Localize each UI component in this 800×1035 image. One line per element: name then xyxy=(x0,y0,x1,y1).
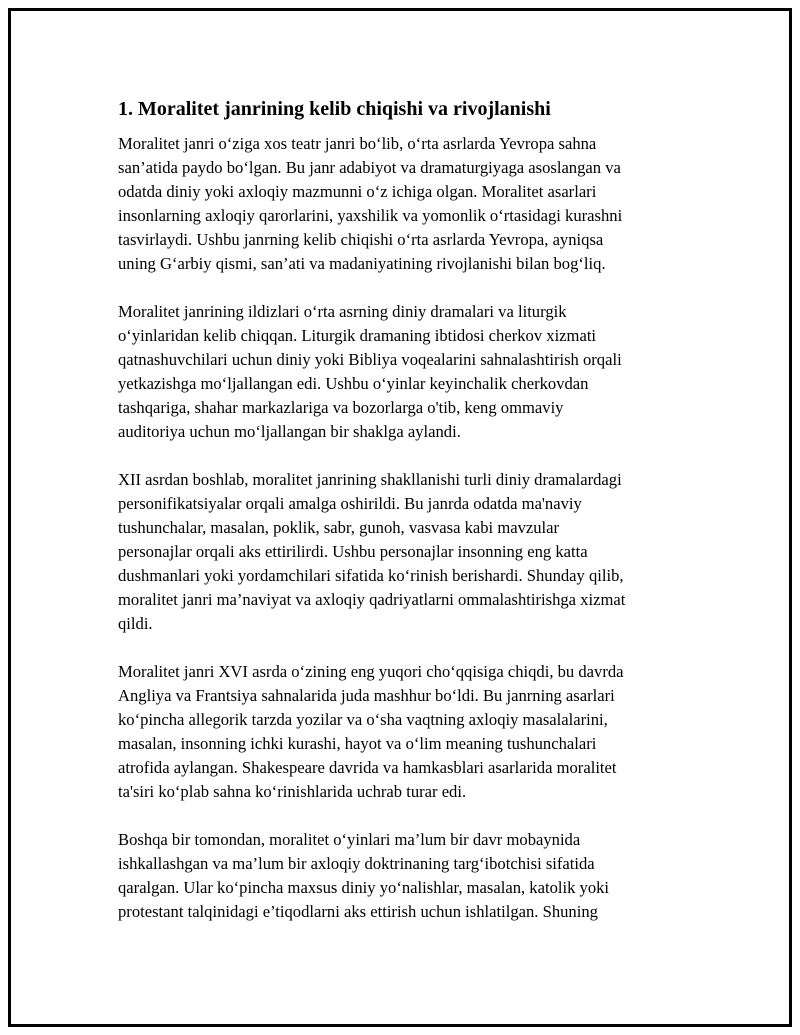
text-line: dushmanlari yoki yordamchilari sifatida ko‘rinish berishardi. Shunday qilib, xyxy=(118,566,624,585)
text-line: ko‘pincha allegorik tarzda yozilar va o‘sha vaqtning axloqiy masalalarini, xyxy=(118,710,608,729)
text-line: XII asrdan boshlab, moralitet janrining shakllanishi turli diniy dramalardagi xyxy=(118,470,622,489)
paragraph-4 xyxy=(118,660,693,804)
text-line: qaralgan. Ular ko‘pincha maxsus diniy yo‘nalishlar, masalan, katolik yoki xyxy=(118,878,610,897)
paragraph-3 xyxy=(118,468,693,636)
text-line: atrofida aylangan. Shakespeare davrida va hamkasblari asarlarida moralitet xyxy=(118,758,617,777)
document-body xyxy=(118,95,693,948)
text-line: Moralitet janri XVI asrda o‘zining eng yuqori cho‘qqisiga chiqdi, bu davrda xyxy=(118,662,624,681)
text-line: personifikatsiyalar orqali amalga oshirildi. Bu janrda odatda ma'naviy xyxy=(118,494,582,513)
text-line: Moralitet janrining ildizlari o‘rta asrning diniy dramalari va liturgik xyxy=(118,302,567,321)
text-line: qildi. xyxy=(118,614,153,633)
text-line: tushunchalar, masalan, poklik, sabr, gunoh, vasvasa kabi mavzular xyxy=(118,518,560,537)
text-line: personajlar orqali aks ettirilirdi. Ushbu personajlar insonning eng katta xyxy=(118,542,588,561)
document-page xyxy=(8,8,792,1027)
text-line: tasvirlaydi. Ushbu janrning kelib chiqishi o‘rta asrlarda Yevropa, ayniqsa xyxy=(118,230,604,249)
text-line: uning G‘arbiy qismi, san’ati va madaniyatining rivojlanishi bilan bog‘liq. xyxy=(118,254,606,273)
text-line: protestant talqinidagi e’tiqodlarni aks ettirish uchun ishlatilgan. Shuning xyxy=(118,902,598,921)
text-line: tashqariga, shahar markazlariga va bozorlarga o'tib, keng ommaviy xyxy=(118,398,564,417)
text-line: yetkazishga mo‘ljallangan edi. Ushbu o‘yinlar keyinchalik cherkovdan xyxy=(118,374,589,393)
text-line: san’atida paydo bo‘lgan. Bu janr adabiyot va dramaturgiyaga asoslangan va xyxy=(118,158,621,177)
text-line: Angliya va Frantsiya sahnalarida juda mashhur bo‘ldi. Bu janrning asarlari xyxy=(118,686,615,705)
paragraph-5 xyxy=(118,828,693,924)
text-line: Moralitet janri o‘ziga xos teatr janri bo‘lib, o‘rta asrlarda Yevropa sahna xyxy=(118,134,597,153)
text-line: qatnashuvchilari uchun diniy yoki Bibliya voqealarini sahnalashtirish orqali xyxy=(118,350,622,369)
text-line: ta'siri ko‘plab sahna ko‘rinishlarida uchrab turar edi. xyxy=(118,782,467,801)
paragraph-list xyxy=(118,132,693,924)
section-title: 1. Moralitet janrining kelib chiqishi va rivojlanishi xyxy=(118,98,551,120)
text-line: Boshqa bir tomondan, moralitet o‘yinlari ma’lum bir davr mobaynida xyxy=(118,830,581,849)
paragraph-1 xyxy=(118,132,693,276)
text-line: odatda diniy yoki axloqiy mazmunni o‘z ichiga olgan. Moralitet asarlari xyxy=(118,182,597,201)
text-line: masalan, insonning ichki kurashi, hayot va o‘lim meaning tushunchalari xyxy=(118,734,597,753)
text-line: moralitet janri ma’naviyat va axloqiy qadriyatlarni ommalashtirishga xizmat xyxy=(118,590,626,609)
text-line: ishkallashgan va ma’lum bir axloqiy doktrinaning targ‘ibotchisi sifatida xyxy=(118,854,595,873)
text-line: auditoriya uchun mo‘ljallangan bir shaklga aylandi. xyxy=(118,422,461,441)
paragraph-2 xyxy=(118,300,693,444)
text-line: insonlarning axloqiy qarorlarini, yaxshilik va yomonlik o‘rtasidagi kurashni xyxy=(118,206,623,225)
text-line: o‘yinlaridan kelib chiqqan. Liturgik dramaning ibtidosi cherkov xizmati xyxy=(118,326,597,345)
